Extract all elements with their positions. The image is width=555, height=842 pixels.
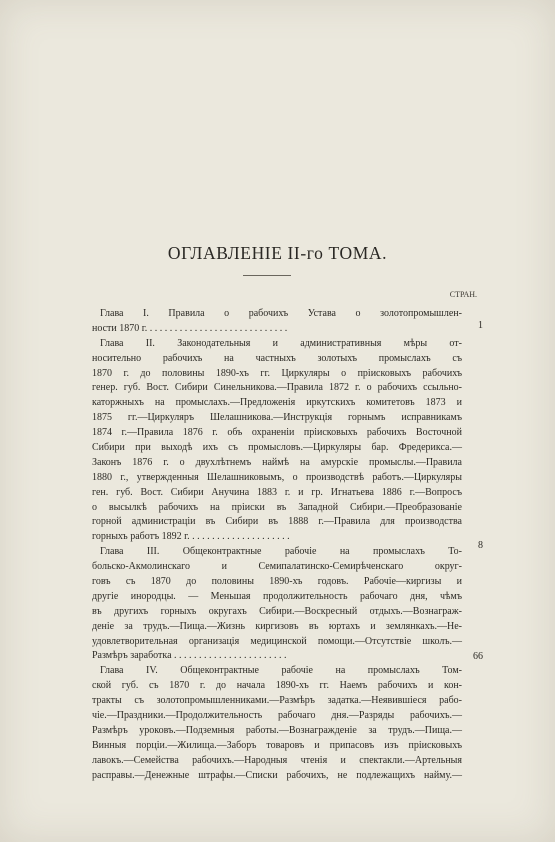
toc-line: Глава II. Законодательныя и административныя мѣры от- [100,337,462,349]
page-number: 8 [478,540,483,551]
toc-line: деніе за трудъ.—Пища.—Жизнь киргизовъ въ юртахъ и землянкахъ.—Не- [92,620,462,632]
page-title: ОГЛАВЛЕНІЕ II-го ТОМА. [167,243,388,263]
toc-line: Глава III. Общеконтрактные рабочіе на промыслахъ То- [100,546,462,558]
page-number: 1 [478,320,483,331]
toc-line: 1880 г., утвержденныя Шелашниковымъ, о производствѣ работъ.—Циркуляры [92,471,462,483]
toc-line: горныхъ работъ 1892 г. . . . . . . . . . . . . . . . . . . . . [92,531,290,543]
page-column-header: СТРАН. [449,290,477,299]
toc-line: 1874 г.—Правила 1876 г. объ охраненіи пріисковыхъ рабочихъ Восточной [92,427,462,439]
page-number: 66 [473,651,483,662]
toc-line: въ другихъ горныхъ округахъ Сибири.—Воскресный отдыхъ.—Вознаграж- [92,605,462,617]
toc-line: чіе.—Праздники.—Продолжительность рабочаго дня.—Разряды рабочихъ.— [92,710,462,722]
toc-line: Глава I. Правила о рабочихъ Устава о золотопромышлен- [100,308,462,319]
toc-line: 1870 г. до половины 1890-хъ гг. Циркуляры о пріисковыхъ рабочихъ [92,367,462,379]
toc-line: 1875 гг.—Циркуляръ Шелашникова.—Инструкція горнымъ исправникамъ [92,412,462,424]
toc-line: Законъ 1876 г. о двухлѣтнемъ наймѣ на амурскіе промыслы.—Правила [92,456,462,468]
toc-line: другіе инородцы. — Меньшая продолжительность рабочаго дня, чѣмъ [92,590,462,602]
toc-line: Сибири при выходѣ ихъ съ промысловъ.—Циркуляры бар. Фредерикса.— [92,442,462,454]
toc-line: больско-Акмолинскаго и Семипалатинско-Семирѣченскаго округ- [92,561,462,573]
toc-line: горной администраціи въ Сибири въ 1888 г.—Правила для производства [92,516,462,528]
toc-line: ности 1870 г. . . . . . . . . . . . . . . . . . . . . . . . . . . . . [92,322,288,334]
toc-line: каторжныхъ на промыслахъ.—Предложенія иркутскихъ комитетовъ 1873 и [92,397,462,409]
toc-line: удовлетворительная организація медицинской помощи.—Отсутствіе школъ.— [92,635,462,647]
toc-line: Винныя порціи.—Жилища.—Заборъ товаровъ и припасовъ изъ пріисковыхъ [92,739,462,751]
toc-line: лавокъ.—Семейства рабочихъ.—Народныя чтенія и спектакли.—Артельныя [92,754,462,766]
toc-line: Размѣръ заработка . . . . . . . . . . . . . . . . . . . . . . . [92,650,287,662]
toc-line: носительно рабочихъ на частныхъ золотыхъ промыслахъ съ [92,352,462,364]
toc-line: ской губ. съ 1870 г. до начала 1890-хъ гг. Наемъ рабочихъ и кон- [92,680,462,692]
toc-line: о высылкѣ рабочихъ на пріиски въ Западной Сибири.—Преобразованіе [92,501,462,513]
title-rule [243,275,291,276]
toc-line: тракты съ золотопромышленниками.—Размѣръ задатка.—Неявившіеся рабо- [92,695,462,707]
toc-line: генер. губ. Вост. Сибири Синельникова.—Правила 1872 г. о рабочихъ ссыльно- [92,382,462,394]
toc-text [92,307,462,784]
toc-line: расправы.—Денежные штрафы.—Списки рабочихъ, не подлежащихъ найму.— [92,769,462,781]
toc-line: ген. губ. Вост. Сибири Анучина 1883 г. и гр. Игнатьева 1886 г.—Вопросъ [92,486,462,498]
toc-line: говъ съ 1870 до половины 1890-хъ годовъ. Рабочіе—киргизы и [92,576,462,588]
toc-line: Размѣръ уроковъ.—Подземныя работы.—Вознагражденіе за трудъ.—Пища.— [92,724,462,736]
toc-line: Глава IV. Общеконтрактные рабочіе на промыслахъ Том- [100,665,462,677]
